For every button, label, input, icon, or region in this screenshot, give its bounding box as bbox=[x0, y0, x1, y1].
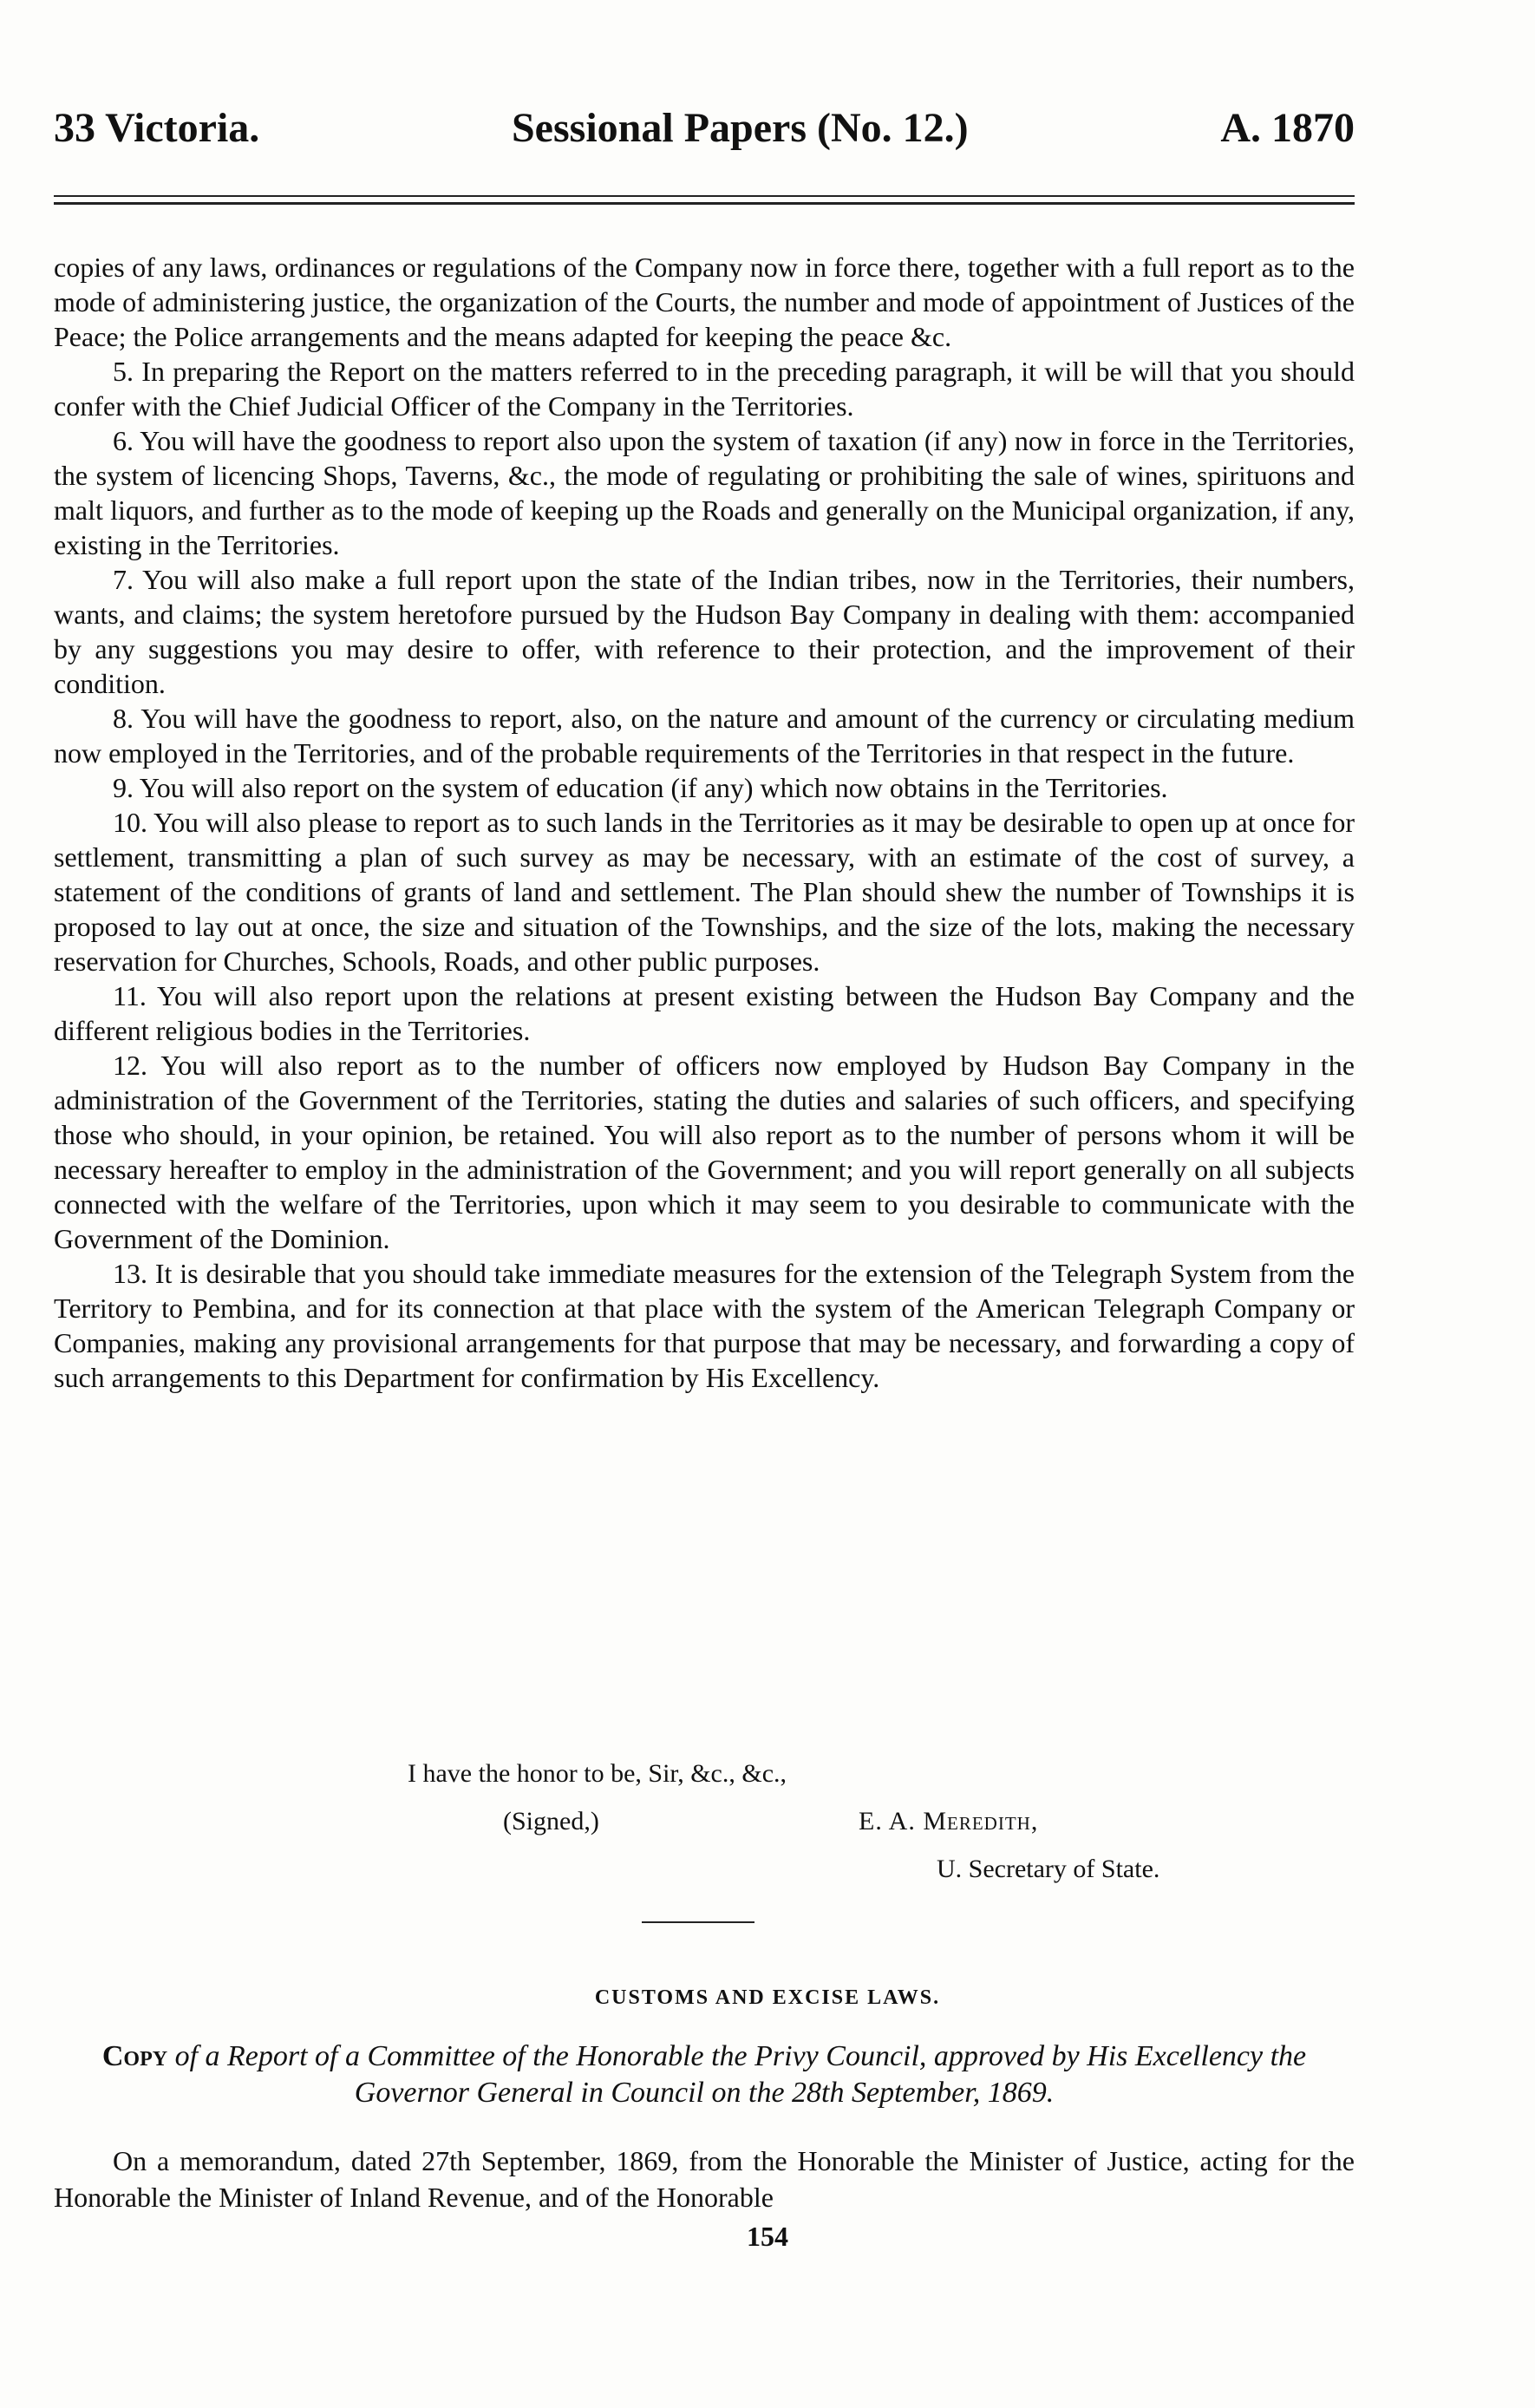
paragraph-5: 5. In preparing the Report on the matters referred to in the preceding paragraph, it will be will that you should confer with the Chief Judicial Officer of the Company in the Territories. bbox=[54, 356, 1355, 422]
paragraph-13: 13. It is desirable that you should take immediate measures for the extension of the Telegraph System from the Territory to Pembina, and for its connection at that place with the system of the American Telegraph Company or Companies, making any provisional arrangements for that purpose that may be necessary, and forwarding a copy of such arrangements to this Department for confirmation by His Excellency. bbox=[54, 1258, 1355, 1393]
closing-signatory-title: U. Secretary of State. bbox=[937, 1855, 1160, 1883]
closing-signed: (Signed,) bbox=[503, 1807, 599, 1835]
page-header bbox=[54, 104, 1355, 152]
page-number: 154 bbox=[747, 2221, 788, 2252]
paragraph-8: 8. You will have the goodness to report, also, on the nature and amount of the currency or circulating medium now employed in the Territories, and of the probable requirements of the Territories in that respect in the future. bbox=[54, 703, 1355, 769]
header-session: 33 Victoria. bbox=[54, 105, 260, 151]
paragraph-9: 9. You will also report on the system of education (if any) which now obtains in the Territories. bbox=[113, 772, 1168, 803]
header-rule-top bbox=[54, 195, 1355, 197]
paragraph-continuation: copies of any laws, ordinances or regulations of the Company now in force there, together with a full report as to the mode of administering justice, the organization of the Courts, the number and mode of appointment of Justices of the Peace; the Police arrangements and the means adapted for keeping the peace &c. bbox=[54, 252, 1355, 352]
section-divider bbox=[642, 1921, 754, 1923]
paragraph-10: 10. You will also please to report as to such lands in the Territories as it may be desirable to open up at once for settlement, transmitting a plan of such survey as may be necessary, with an estimate of the cost of survey, a statement of the conditions of grants of land and settlement. The Plan should shew the number of Townships it is proposed to lay out at once, the size and situation of the Townships, and the size of the lots, making the necessary reservation for Churches, Schools, Roads, and other public purposes. bbox=[54, 807, 1355, 977]
closing-salutation: I have the honor to be, Sir, &c., &c., bbox=[408, 1759, 787, 1788]
section-title: CUSTOMS AND EXCISE LAWS. bbox=[594, 1986, 941, 2009]
letter-body bbox=[54, 250, 1355, 1395]
copy-text: of a Report of a Committee of the Honorable the Privy Council, approved by His Excellency the Governor General in Council on the 28th September, 1869. bbox=[174, 2040, 1307, 2109]
header-year: A. 1870 bbox=[1220, 105, 1355, 151]
paragraph-7: 7. You will also make a full report upon the state of the Indian tribes, now in the Territories, their numbers, wants, and claims; the system heretofore pursued by the Hudson Bay Company in dealing with them: accompanied by any suggestions you may desire to offer, with reference to their protection, and the improvement of their condition. bbox=[54, 564, 1355, 699]
paragraph-6: 6. You will have the goodness to report also upon the system of taxation (if any) now in force in the Territories, the system of licencing Shops, Taverns, &c., the mode of regulating or prohibiting the sale of wines, spirituons and malt liquors, and further as to the mode of keeping up the Roads and generally on the Municipal organization, if any, existing in the Territories. bbox=[54, 425, 1355, 560]
closing-signatory-name: E. A. Meredith, bbox=[859, 1807, 1039, 1835]
memorandum-paragraph: On a memorandum, dated 27th September, 1869, from the Honorable the Minister of Justice, acting for the Honorable the Minister of Inland Revenue, and of the Honorable bbox=[54, 2145, 1355, 2213]
header-title: Sessional Papers (No. 12.) bbox=[511, 105, 969, 151]
paragraph-12: 12. You will also report as to the number of officers now employed by Hudson Bay Company in the administration of the Government of the Territories, stating the duties and salaries of such officers, and specifying those who should, in your opinion, be retained. You will also report as to the number of persons whom it will be necessary hereafter to employ in the administration of the Government; and you will report generally on all subjects connected with the welfare of the Territories, upon which it may seem to you desirable to communicate with the Government of the Dominion. bbox=[54, 1050, 1355, 1254]
report-heading bbox=[54, 2038, 1355, 2111]
paragraph-11: 11. You will also report upon the relations at present existing between the Hudson Bay Company and the different religious bodies in the Territories. bbox=[54, 980, 1355, 1046]
copy-lead: Copy bbox=[101, 2040, 168, 2072]
header-rule-bottom bbox=[54, 202, 1355, 205]
